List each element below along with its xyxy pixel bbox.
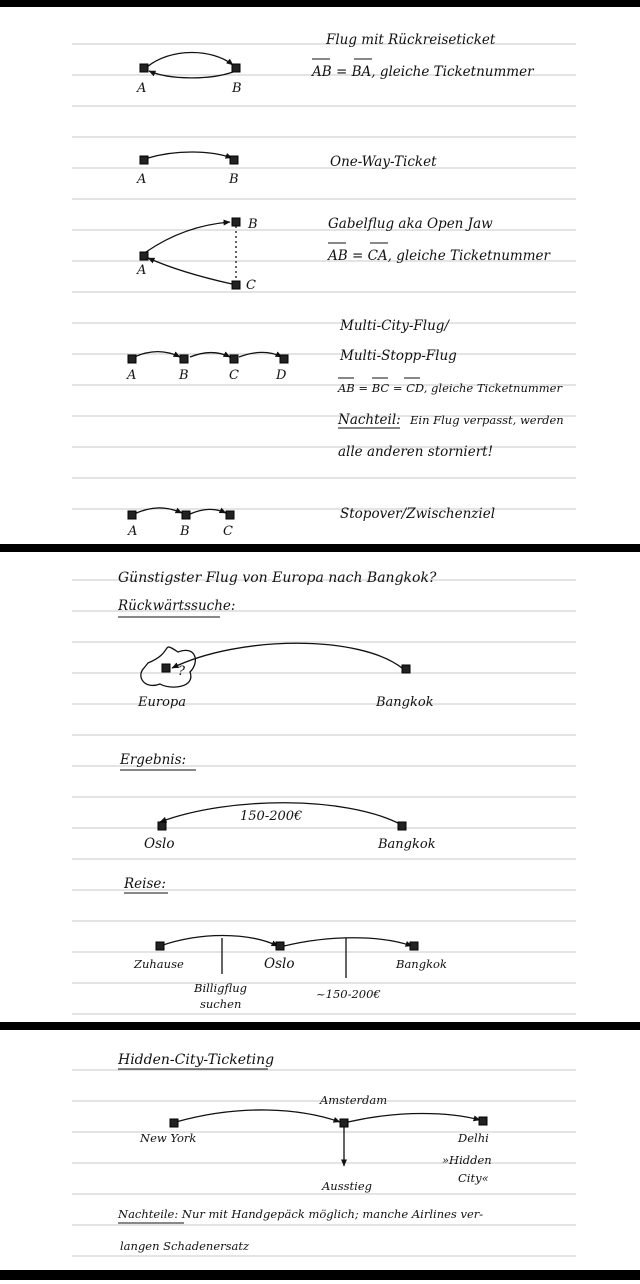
node-a <box>140 64 148 72</box>
return-arrow <box>149 71 233 78</box>
node-a-label: A <box>137 172 147 187</box>
node-b-label: B <box>232 81 242 96</box>
node-a-label: A <box>137 263 147 278</box>
multi-city-drawback-label: Nachteil: <box>338 412 401 428</box>
multi-city-title-1: Multi-City-Flug/ <box>340 318 449 334</box>
europa-node <box>162 664 170 672</box>
return-arrow <box>148 258 232 284</box>
node-b-label: B <box>180 524 190 539</box>
hidden-city-title: Hidden-City-Ticketing <box>118 1052 275 1068</box>
node-b <box>180 355 188 363</box>
node-b <box>230 156 238 164</box>
leg-ams-delhi-arrow <box>348 1114 480 1123</box>
node-d <box>280 355 288 363</box>
bangkok-label: Bangkok <box>396 957 447 971</box>
node-a <box>140 156 148 164</box>
exit-label: Ausstieg <box>322 1179 372 1193</box>
question-heading: Günstigster Flug von Europa nach Bangkok? <box>118 570 437 586</box>
oslo-label: Oslo <box>264 956 295 972</box>
hidden-city-drawback-1: Nachteile: Nur mit Handgepäck möglich; manche Airlines ver- <box>118 1207 484 1221</box>
node-d-label: D <box>276 368 287 383</box>
hidden-city-drawback-2: langen Schadenersatz <box>120 1239 250 1253</box>
multi-city-diagram <box>126 318 564 460</box>
stopover-diagram <box>127 506 495 539</box>
cheapest-flight-section <box>117 570 447 1011</box>
node-b <box>232 64 240 72</box>
outbound-arrow <box>147 52 233 67</box>
leg-cd-arrow <box>239 353 282 358</box>
leg-bc-arrow <box>190 509 226 514</box>
europa-label: Europa <box>138 695 186 710</box>
leg-bc-arrow <box>190 353 230 358</box>
bangkok-label: Bangkok <box>378 837 436 852</box>
bottom-border <box>0 1270 640 1280</box>
bangkok-node <box>410 942 418 950</box>
multi-city-formula: AB = BC = CD, gleiche Ticketnummer <box>338 381 562 395</box>
new-york-node <box>170 1119 178 1127</box>
leg-ny-ams-arrow <box>176 1110 340 1122</box>
section-divider-2 <box>0 1022 640 1030</box>
node-b <box>182 511 190 519</box>
oslo-node <box>158 822 166 830</box>
top-border <box>0 0 640 7</box>
bangkok-node <box>402 665 410 673</box>
delhi-node <box>479 1117 487 1125</box>
backward-search-label: Rückwärtssuche: <box>118 598 236 614</box>
bangkok-label: Bangkok <box>376 695 434 710</box>
delhi-label: Delhi <box>458 1131 489 1145</box>
result-price: 150-200€ <box>240 809 303 824</box>
leg1-note-1: Billigflug <box>194 981 247 995</box>
return-flight-diagram <box>136 32 535 96</box>
node-a-label: A <box>128 524 138 539</box>
result-label: Ergebnis: <box>120 752 187 768</box>
one-way-arrow <box>148 152 232 158</box>
multi-city-title-2: Multi-Stopp-Flug <box>340 348 457 364</box>
node-c-label: C <box>229 368 239 383</box>
multi-city-drawback-1: Ein Flug verpasst, werden <box>410 413 564 427</box>
stopover-title: Stopover/Zwischenziel <box>340 506 496 522</box>
one-way-title: One-Way-Ticket <box>330 154 437 170</box>
leg1-note-2: suchen <box>200 997 242 1011</box>
oslo-node <box>276 942 284 950</box>
one-way-diagram <box>136 152 437 187</box>
node-a <box>128 511 136 519</box>
hidden-city-section <box>117 1052 492 1253</box>
node-a-label: A <box>127 368 137 383</box>
outbound-arrow <box>146 222 230 252</box>
amsterdam-node <box>340 1119 348 1127</box>
bangkok-node <box>398 822 406 830</box>
backward-search-arrow <box>172 643 402 668</box>
node-c <box>226 511 234 519</box>
return-flight-formula: AB = BA, gleiche Ticketnummer <box>312 64 534 80</box>
node-a-label: A <box>137 81 147 96</box>
ruled-lines <box>72 44 576 1256</box>
node-c <box>230 355 238 363</box>
trip-label: Reise: <box>124 876 166 892</box>
home-node <box>156 942 164 950</box>
oslo-label: Oslo <box>144 836 175 852</box>
section-divider-1 <box>0 544 640 552</box>
multi-city-drawback-2: alle anderen storniert! <box>338 444 494 460</box>
node-c-label: C <box>223 524 233 539</box>
hidden-city-label-1: »Hidden <box>442 1153 492 1167</box>
leg-oslo-bangkok-arrow <box>284 938 412 946</box>
amsterdam-label: Amsterdam <box>320 1093 388 1107</box>
node-b-label: B <box>229 172 239 187</box>
new-york-label: New York <box>140 1131 197 1145</box>
node-b-label: B <box>248 217 258 232</box>
node-c <box>232 281 240 289</box>
open-jaw-formula: AB = CA, gleiche Ticketnummer <box>328 248 550 264</box>
leg-home-oslo-arrow <box>160 936 278 947</box>
node-c-label: C <box>246 278 256 293</box>
node-b <box>232 218 240 226</box>
node-a <box>128 355 136 363</box>
home-label: Zuhause <box>134 957 184 971</box>
open-jaw-diagram <box>136 216 551 293</box>
leg2-price: ~150-200€ <box>316 987 381 1001</box>
open-jaw-title: Gabelflug aka Open Jaw <box>328 216 493 232</box>
return-flight-title: Flug mit Rückreiseticket <box>326 32 496 48</box>
node-b-label: B <box>179 368 189 383</box>
unknown-marker: ? <box>178 664 185 679</box>
hidden-city-label-2: City« <box>458 1171 489 1185</box>
node-a <box>140 252 148 260</box>
